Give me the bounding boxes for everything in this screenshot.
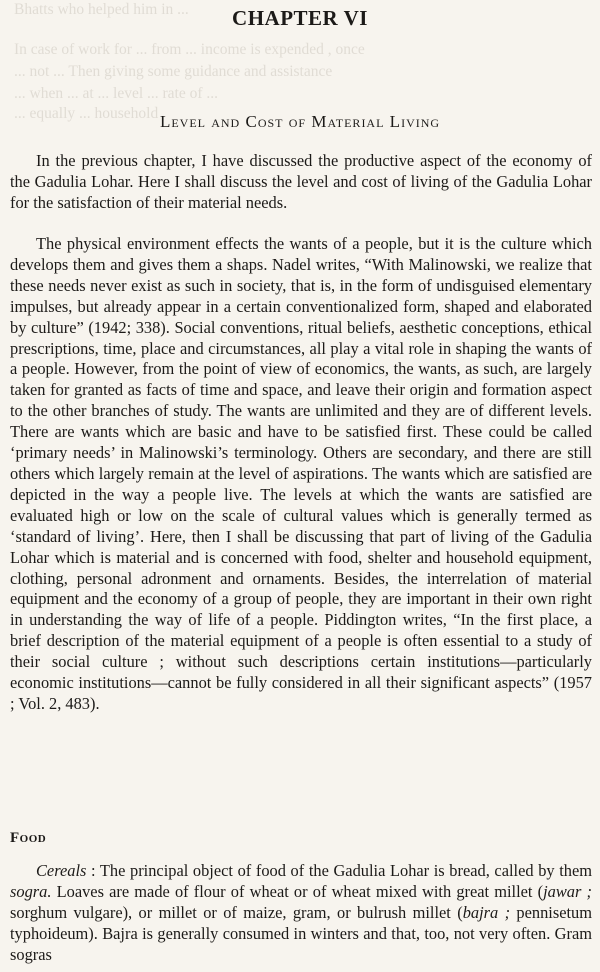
paragraph-wants	[10, 234, 592, 715]
term-bajra: bajra ;	[462, 902, 511, 922]
bleed-through-text: In case of work for ... from ... income is expended , once	[14, 41, 365, 58]
bleed-through-text: ... when ... at ... level ... rate of ...	[14, 85, 219, 102]
term-jawar: jawar ;	[543, 881, 593, 901]
bleed-through-text: Bhatts who helped him in ...	[14, 1, 189, 18]
paragraph-text: Cereals : The principal object of food of the Gadulia Lohar is bread, called by them sogra. Loaves are made of flour of wheat or of wheat mixed with great millet (jawar ; sorghum vulgare), or millet or of maize, gram, or bulrush millet (bajra ; pennisetum typhoideum). Bajra is generally consumed in winters and that, too, not very often. Gram sogras	[10, 861, 593, 964]
bleed-through-text: ... equally ... household	[14, 105, 159, 122]
bleed-through-text: ... not ... Then giving some guidance and assistance	[14, 63, 333, 80]
paragraph-cereals	[10, 861, 592, 966]
term-sogra: sogra.	[10, 881, 52, 901]
food-section-heading: Food	[10, 830, 47, 846]
paragraph-text: The physical environment effects the wants of a people, but it is the culture which develops them and gives them a shaps. Nadel writes, “With Malinowski, we realize that these needs never exist as such in society, that is, in the form of undisguised elementary impulses, but already appear in a certain conventionalized form, shaped and elaborated by culture” (1942; 338). Social conventions, ritual beliefs, aesthetic conceptions, ethical prescriptions, time, place and circumstances, all play a vital role in shaping the wants of a people. However, from the point of view of economics, the wants, as such, are largely taken for granted as facts of time and space, and leave their origin and formation aspect to the other branches of study. The wants are unlimited and they are of different levels. There are wants which are basic and have to be satisfied first. These could be called ‘primary needs’ in Malinowski’s terminology. Others are secondary, and there are still others which largely remain at the level of aspirations. The wants which are satisfied are depicted in the way a people live. The levels at which the wants are satisfied are evaluated high or low on the scale of cultural values which is generally termed as ‘standard of living’. Here, then I shall be discussing that part of living of the Gadulia Lohar which is material and is concerned with food, shelter and household equipment, clothing, personal adronment and ornaments. Besides, the interrelation of material equipment and the economy of a group of people, they are important in their own right in understanding the way of life of a people. Piddington writes, “In the first place, a brief description of the material equipment of a people is often essential to a study of their social culture ; without such descriptions certain institutions—particularly economic institutions—cannot be fully considered in all their significant aspects” (1957 ; Vol. 2, 483).	[10, 234, 592, 713]
section-title: Level and Cost of Material Living	[159, 112, 441, 131]
cereals-lead: Cereals	[36, 861, 87, 880]
paragraph-text: In the previous chapter, I have discussed the productive aspect of the economy of the Gadulia Lohar. Here I shall discuss the level and cost of living of the Gadulia Lohar for the satisfaction of their material needs.	[10, 151, 592, 212]
chapter-heading: CHAPTER VI	[232, 6, 368, 30]
paragraph-intro	[10, 151, 592, 214]
